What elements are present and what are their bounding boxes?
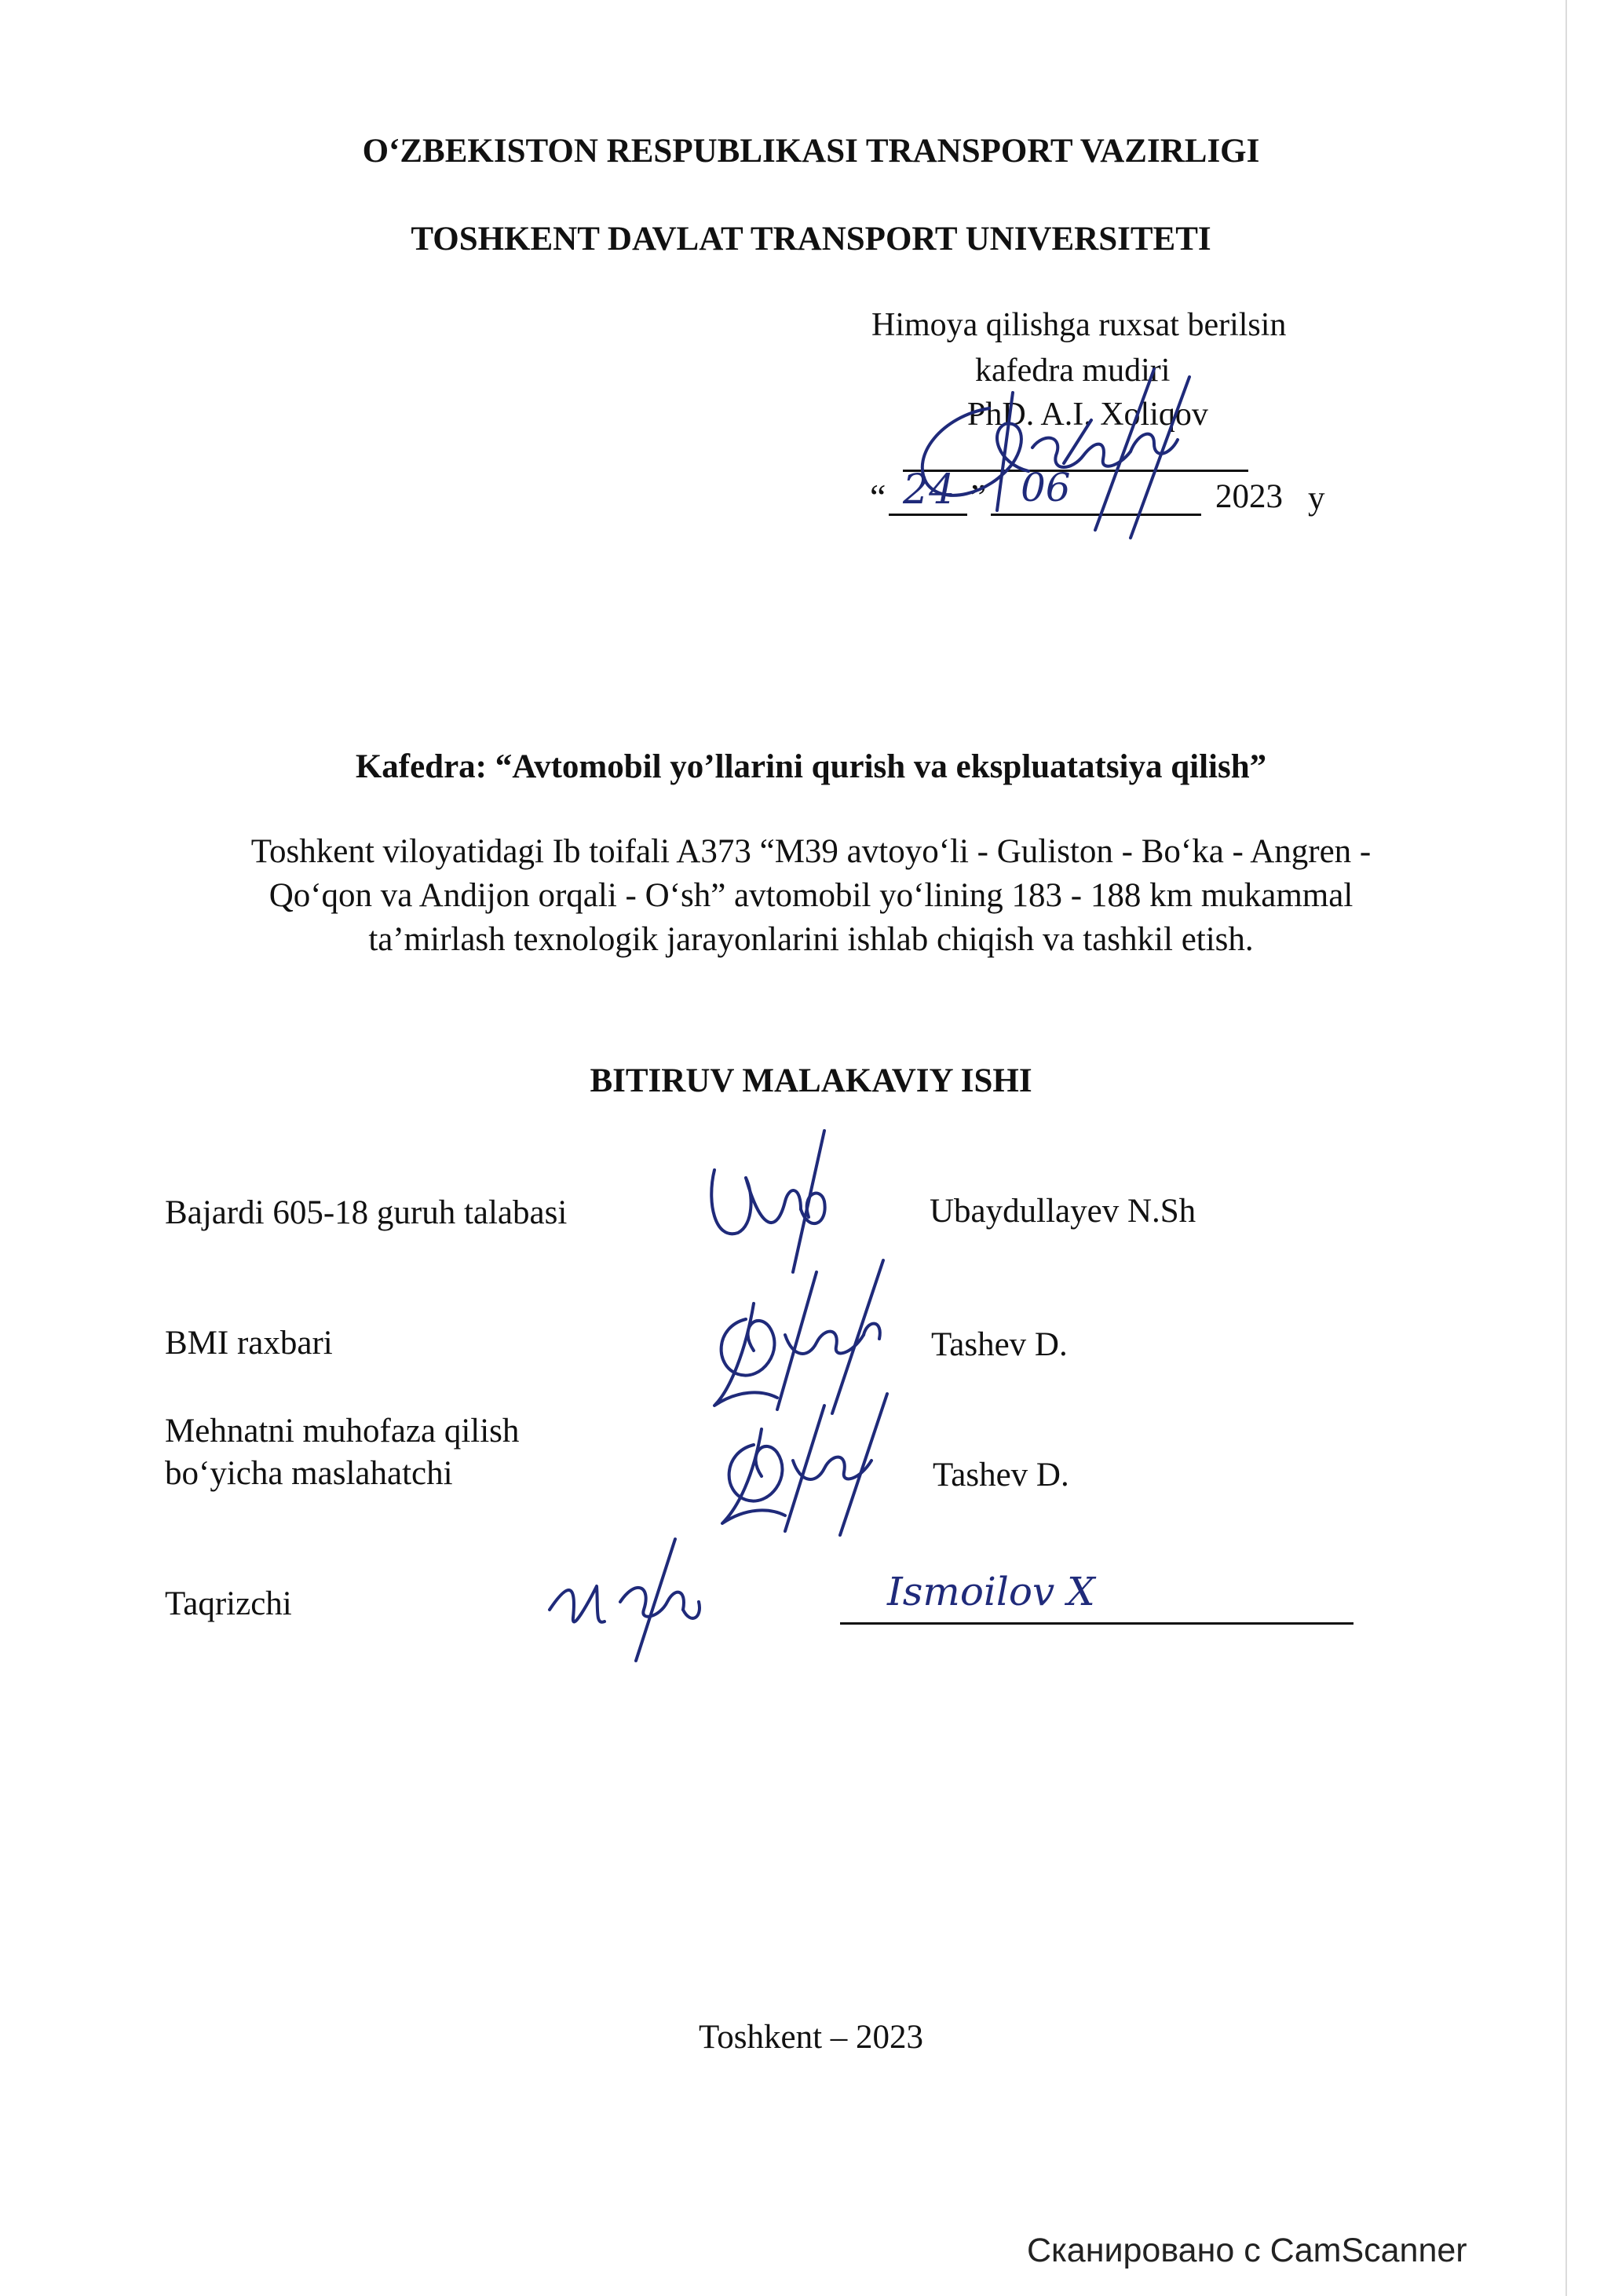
- approval-line-1: Himoya qilishga ruxsat berilsin: [871, 307, 1287, 343]
- city-year-footer: Toshkent – 2023: [698, 2019, 924, 2056]
- safety-advisor-signature: [707, 1390, 911, 1539]
- work-type-heading: BITIRUV MALAKAVIY ISHI: [590, 1062, 1032, 1099]
- supervisor-name: Tashev D.: [931, 1326, 1068, 1363]
- safety-advisor-role-line-1: Mehnatni muhofaza qilish: [165, 1413, 520, 1450]
- scan-edge-line: [1565, 0, 1567, 2296]
- date-month-handwritten: 06: [1021, 465, 1071, 510]
- date-close-quote: ”: [970, 477, 987, 517]
- date-year-suffix: y: [1308, 480, 1325, 517]
- ministry-heading: O‘ZBEKISTON RESPUBLIKASI TRANSPORT VAZIRLIGI: [362, 133, 1260, 170]
- student-role: Bajardi 605-18 guruh talabasi: [165, 1194, 568, 1231]
- topic-line-2: Qo‘qon va Andijon orqali - O‘sh” avtomobil yo‘lining 183 - 188 km mukammal: [269, 877, 1353, 914]
- reviewer-signature: [534, 1531, 722, 1665]
- reviewer-signature-line: [840, 1622, 1353, 1625]
- safety-advisor-role-line-2: bo‘yicha maslahatchi: [165, 1455, 453, 1492]
- date-open-quote: “: [870, 477, 886, 517]
- approval-line-3: PhD. A.I. Xoliqov: [967, 397, 1208, 433]
- student-name: Ubaydullayev N.Sh: [930, 1193, 1196, 1230]
- safety-advisor-name: Tashev D.: [933, 1457, 1069, 1493]
- topic-line-3: ta’mirlash texnologik jarayonlarini ishlab chiqish va tashkil etish.: [368, 921, 1254, 958]
- department-title: Kafedra: “Avtomobil yo’llarini qurish va ekspluatatsiya qilish”: [355, 748, 1267, 785]
- supervisor-role: BMI raxbari: [165, 1325, 333, 1362]
- reviewer-role: Taqrizchi: [165, 1585, 292, 1622]
- reviewer-name-handwritten: Ismoilov X: [887, 1569, 1095, 1614]
- date-day-handwritten: 24: [903, 466, 955, 514]
- date-year: 2023: [1215, 478, 1283, 515]
- head-of-department-signature: [895, 345, 1240, 542]
- university-heading: TOSHKENT DAVLAT TRANSPORT UNIVERSITETI: [411, 221, 1211, 258]
- camscanner-watermark: Сканировано с CamScanner: [1027, 2232, 1467, 2269]
- topic-line-1: Toshkent viloyatidagi Ib toifali A373 “M39 avtoyo‘li - Guliston - Bo‘ka - Angren -: [250, 833, 1372, 870]
- approval-line-2: kafedra mudiri: [975, 353, 1171, 389]
